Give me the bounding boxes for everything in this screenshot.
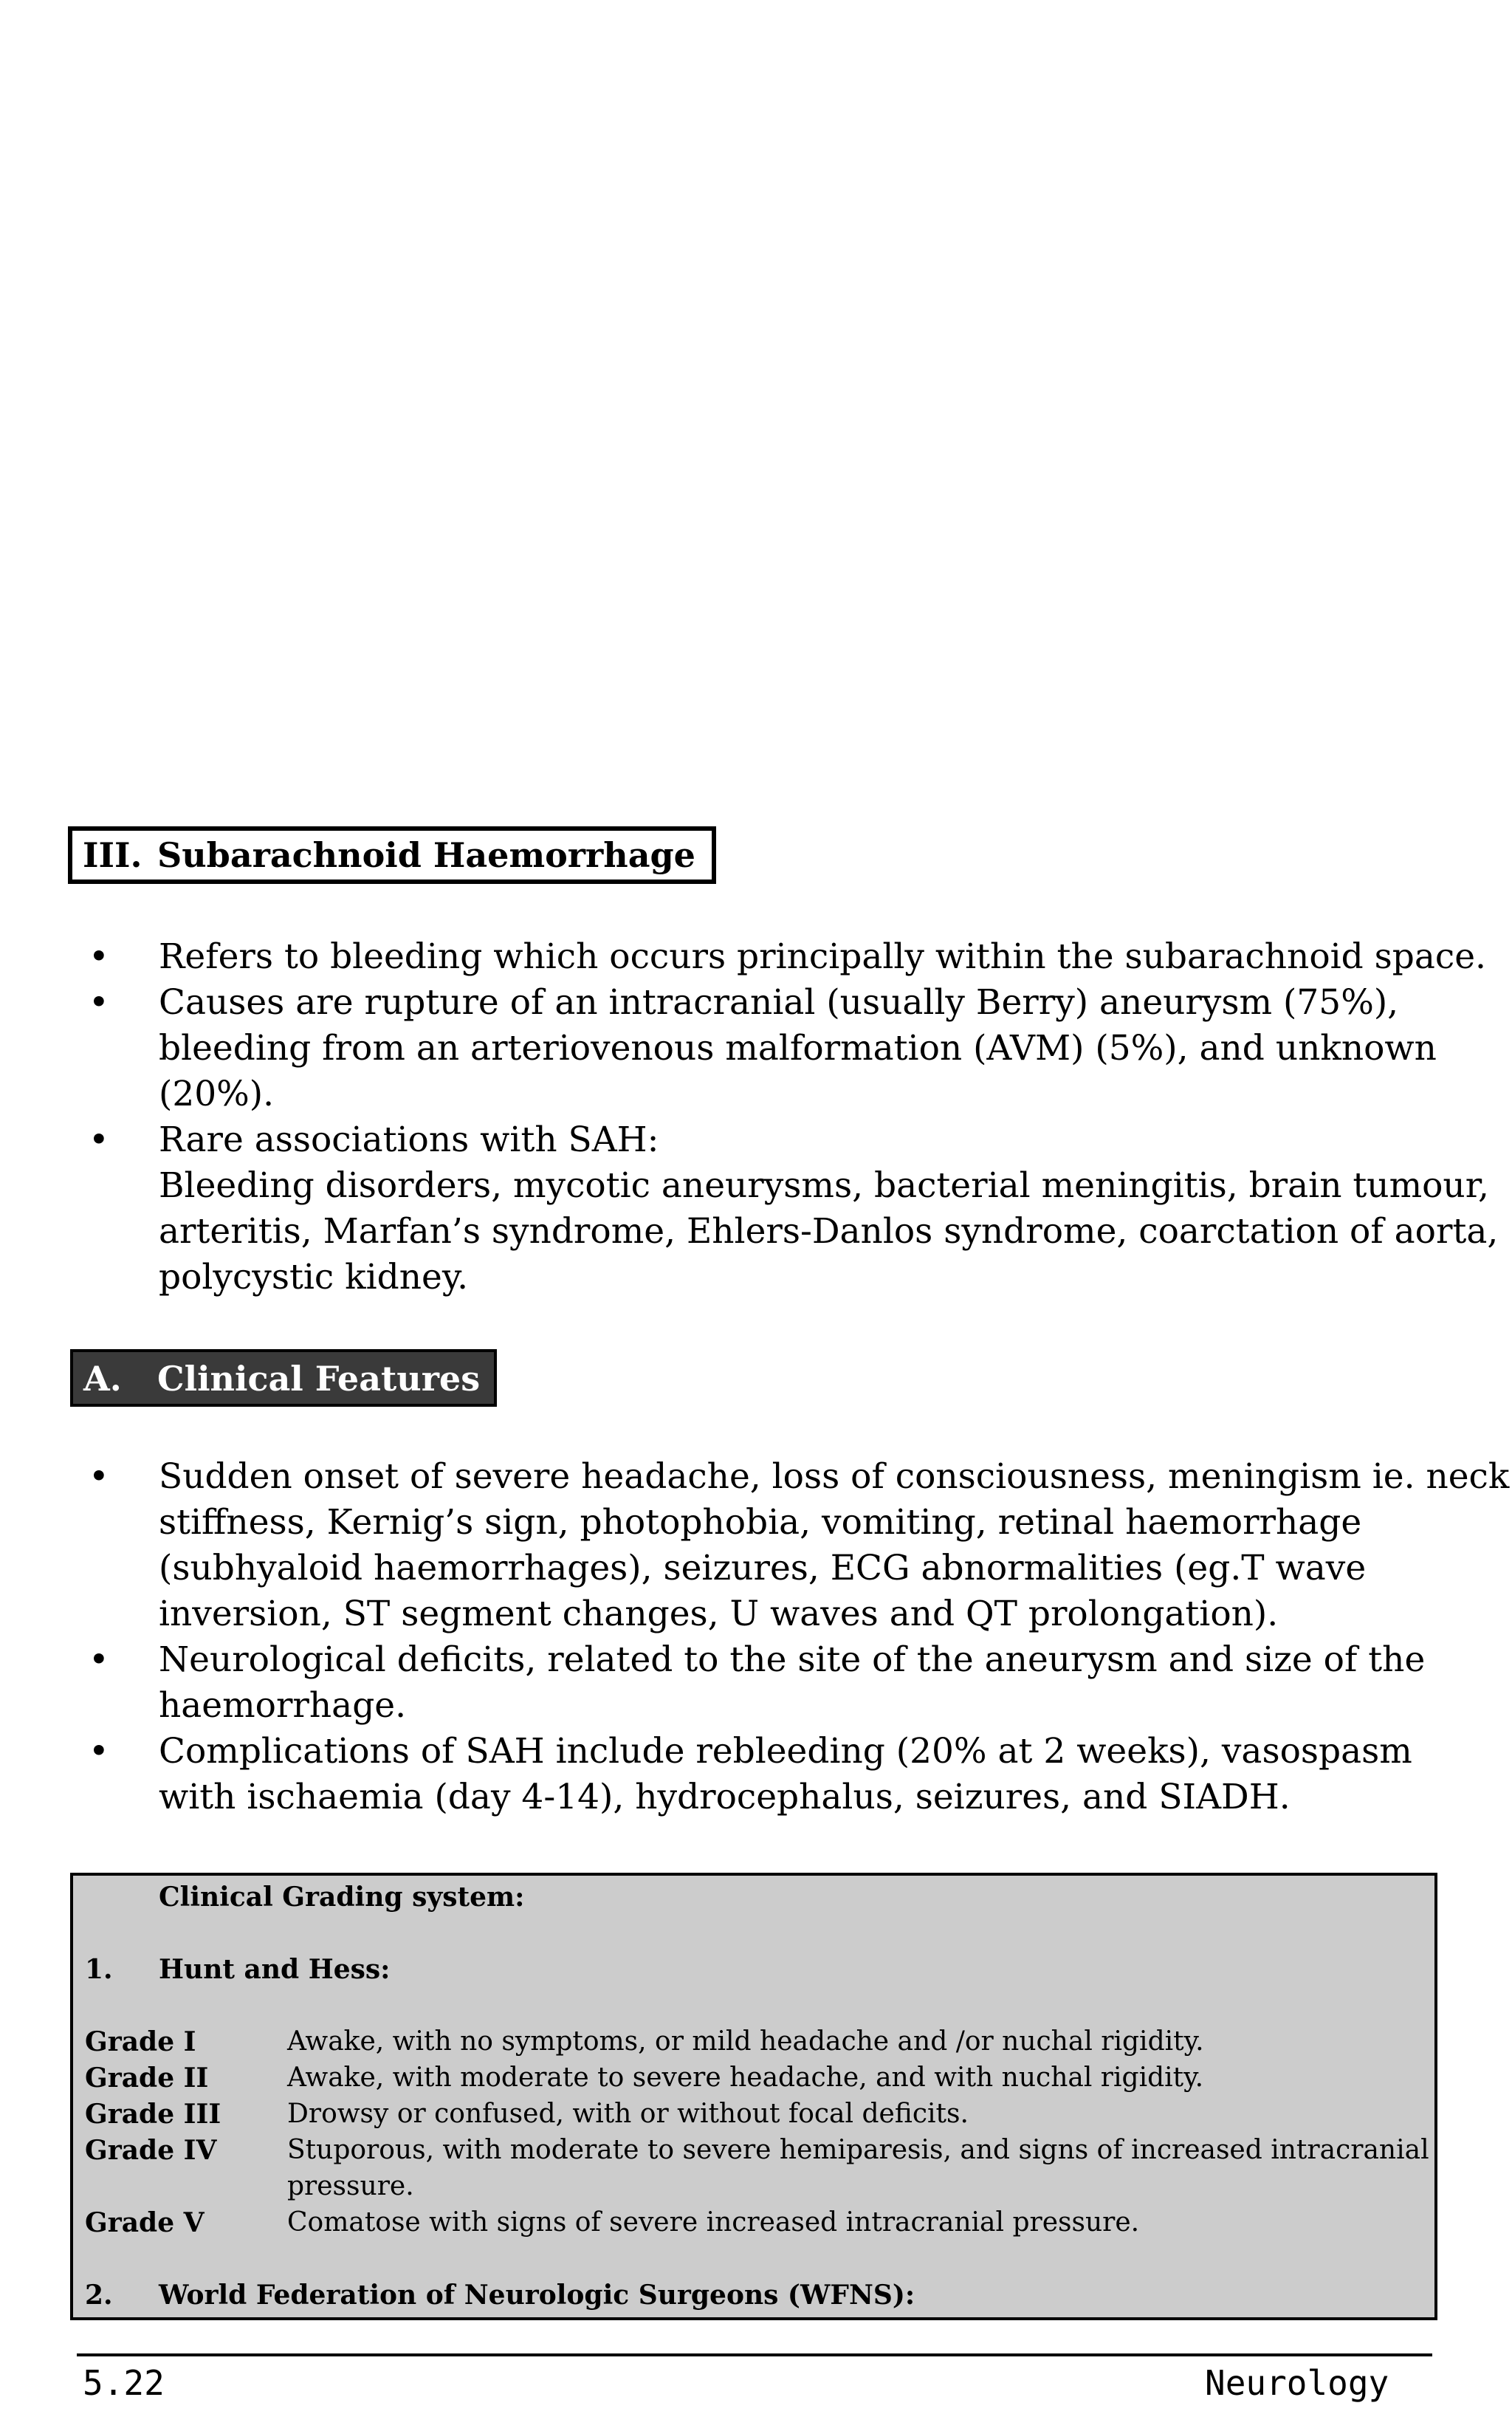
bullet-icon: • (89, 982, 109, 1023)
section-number: III. (83, 835, 142, 875)
bullet-line: inversion, ST segment changes, U waves and QT prolongation). (159, 1594, 1279, 1634)
bullet-icon: • (89, 1731, 109, 1772)
bullet-icon: • (89, 936, 109, 977)
subsection-letter: A. (83, 1359, 122, 1399)
bullet-line: Rare associations with SAH: (159, 1120, 659, 1160)
footer-rule (77, 2353, 1432, 2356)
bullet-icon: • (89, 1120, 109, 1160)
bullet-icon: • (89, 1639, 109, 1680)
bullet-line: bleeding from an arteriovenous malformation (AVM) (5%), and unknown (159, 1028, 1437, 1069)
system-name: World Federation of Neurologic Surgeons (WFNS): (159, 2280, 915, 2311)
chapter-name: Neurology (1205, 2363, 1389, 2403)
bullet-line: (subhyaloid haemorrhages), seizures, ECG abnormalities (eg.T wave (159, 1548, 1367, 1588)
grade-description: Comatose with signs of severe increased intracranial pressure. (287, 2207, 1140, 2238)
grade-label: Grade III (85, 2099, 221, 2130)
bullet-line: Refers to bleeding which occurs principally within the subarachnoid space. (159, 936, 1486, 977)
grade-description: pressure. (287, 2171, 414, 2201)
bullet-line: Causes are rupture of an intracranial (usually Berry) aneurysm (75%), (159, 982, 1399, 1023)
section-title: Subarachnoid Haemorrhage (157, 835, 695, 875)
grade-description: Awake, with moderate to severe headache, and with nuchal rigidity. (287, 2063, 1204, 2093)
subsection-heading-box (70, 1349, 497, 1407)
bullet-line: Complications of SAH include rebleeding (20% at 2 weeks), vasospasm (159, 1731, 1412, 1772)
bullet-line: (20%). (159, 1074, 275, 1114)
grade-description: Awake, with no symptoms, or mild headache and /or nuchal rigidity. (287, 2026, 1204, 2057)
grade-label: Grade V (85, 2207, 205, 2238)
bullet-icon: • (89, 1456, 109, 1497)
bullet-line: Bleeding disorders, mycotic aneurysms, bacterial meningitis, brain tumour, (159, 1165, 1489, 1206)
system-number: 1. (85, 1954, 113, 1985)
grade-description: Drowsy or confused, with or without focal deficits. (287, 2099, 969, 2129)
bullet-line: polycystic kidney. (159, 1257, 469, 1297)
bullet-line: Sudden onset of severe headache, loss of consciousness, meningism ie. neck (159, 1456, 1510, 1497)
bullet-line: arteritis, Marfan’s syndrome, Ehlers-Danlos syndrome, coarctation of aorta, (159, 1211, 1499, 1252)
grading-panel (70, 1873, 1437, 2320)
grade-label: Grade I (85, 2026, 196, 2057)
grade-label: Grade IV (85, 2135, 217, 2166)
grading-heading: Clinical Grading system: (159, 1882, 525, 1913)
bullet-line: stiffness, Kernig’s sign, photophobia, vomiting, retinal haemorrhage (159, 1502, 1362, 1543)
subsection-title: Clinical Features (157, 1359, 481, 1399)
system-number: 2. (85, 2280, 113, 2311)
grade-label: Grade II (85, 2063, 209, 2094)
grade-description: Stuporous, with moderate to severe hemiparesis, and signs of increased intracranial (287, 2135, 1429, 2165)
page-number: 5.22 (83, 2363, 165, 2403)
section-heading-box (68, 826, 716, 884)
system-name: Hunt and Hess: (159, 1954, 391, 1985)
bullet-line: with ischaemia (day 4-14), hydrocephalus, seizures, and SIADH. (159, 1777, 1291, 1817)
bullet-line: Neurological deficits, related to the site of the aneurysm and size of the (159, 1639, 1426, 1680)
bullet-line: haemorrhage. (159, 1685, 407, 1726)
